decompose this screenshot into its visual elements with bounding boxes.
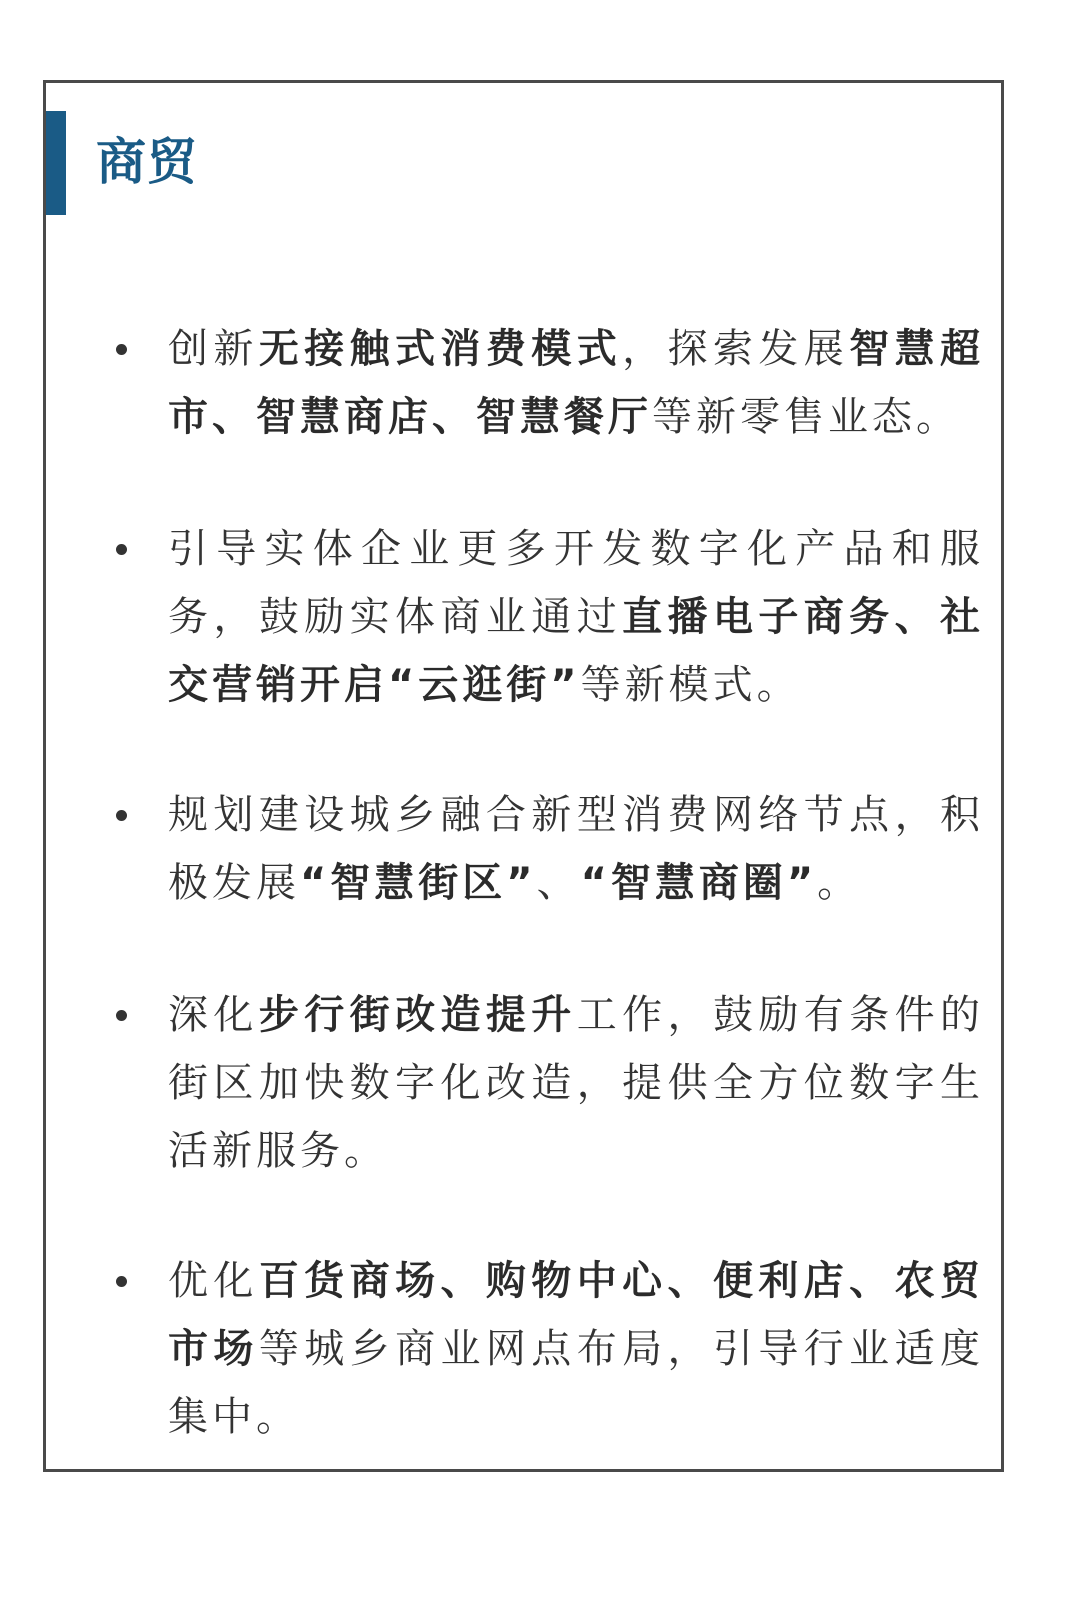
- bullet-icon: [116, 544, 127, 555]
- body-text: 规划建设城乡融合新型消费网络节点，积极发展: [168, 792, 984, 906]
- body-text: 工作，鼓励有条件的街区加快数字化改造，提供全方位数字生活新服务。: [168, 992, 985, 1174]
- list-item-text: [134, 781, 984, 917]
- bullet-list: [46, 83, 1001, 1469]
- emphasis-text: 智慧超市、智慧商店、智慧餐厅: [168, 326, 985, 440]
- bullet-icon: [116, 1276, 127, 1287]
- list-item: [134, 515, 984, 719]
- bullet-icon: [116, 810, 127, 821]
- body-text: 等新模式。: [580, 662, 801, 708]
- body-text: 深化: [168, 992, 259, 1038]
- list-item: [134, 981, 984, 1185]
- list-item: [134, 1247, 984, 1451]
- body-text: 等城乡商业网点布局，引导行业适度集中。: [168, 1326, 985, 1440]
- body-text: 创新: [168, 326, 259, 372]
- emphasis-text: 步行街改造提升: [258, 992, 577, 1038]
- emphasis-text: “智慧街区”: [300, 860, 537, 906]
- list-item: [134, 781, 984, 917]
- body-text: 。: [817, 860, 862, 906]
- body-text: 等新零售业态。: [652, 394, 960, 440]
- list-item-text: [134, 315, 984, 451]
- body-text: 引导实体企业更多开发数字化产品和服务，鼓励实体商业通过: [168, 526, 984, 640]
- content-card: [43, 80, 1004, 1472]
- bullet-icon: [116, 344, 127, 355]
- list-item-text: [134, 1247, 984, 1451]
- emphasis-text: 百货商场、购物中心、便利店、农贸市场: [168, 1258, 985, 1372]
- emphasis-text: 直播电子商务、社交营销开启“云逛街”: [168, 594, 985, 708]
- list-item-text: [134, 515, 984, 719]
- emphasis-text: 无接触式消费模式: [258, 326, 623, 372]
- emphasis-text: “智慧商圈”: [580, 860, 818, 906]
- bullet-icon: [116, 1010, 127, 1021]
- body-text: 优化: [168, 1258, 259, 1304]
- list-item-text: [134, 981, 984, 1185]
- list-item: [134, 315, 984, 451]
- body-text: ，探索发展: [622, 326, 850, 372]
- section-title: 商贸: [96, 133, 198, 191]
- body-text: 、: [536, 860, 581, 906]
